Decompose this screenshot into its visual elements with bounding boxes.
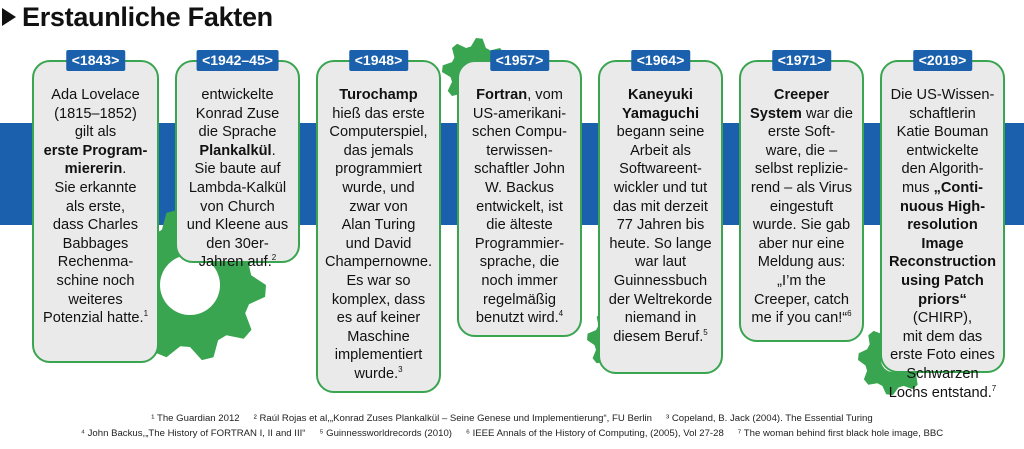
card-text: Creeper System war die erste Soft- ware, die – selbst replizie- rend – als Virus eingestuft wurde. Sie gab aber nur eine Meldung aus: „I’m the Creeper, catch me if you can!“$^6$ bbox=[749, 87, 854, 327]
year-badge: <1957> bbox=[490, 50, 550, 71]
footnotes-row-1 bbox=[0, 413, 1024, 425]
card-text: Turochamp hieß das erste Computerspiel, das jemals programmiert wurde, und zwar von Alan Turing und David Champernowne. Es war so komplex, dass es auf keiner Maschine implementiert wurde.$^3$ bbox=[324, 87, 433, 382]
year-badge: <2019> bbox=[913, 50, 973, 71]
card-text: entwickelte Konrad Zuse die Sprache Plankalkül. Sie baute auf Lambda-Kalkül von Church und Kleene aus den 30er- Jahren auf.$^2$ bbox=[186, 87, 289, 271]
footnote: ⁵ Guinnessworldrecords (2010) bbox=[319, 428, 452, 439]
footnote: ⁶ IEEE Annals of the History of Computing, (2005), Vol 27-28 bbox=[465, 428, 724, 439]
card-text: Die US-Wissen- schaftlerin Katie Bouman entwickelte den Algorith- mus „Conti- nuous High- resolution Image Reconstruction using Patch priors“ (CHIRP), mit dem das erste Foto eines Schwarzen Lochs entstand.$^7$ bbox=[888, 87, 997, 401]
footnote: ⁴ John Backus,„The History of FORTRAN I, II and III“ bbox=[80, 428, 306, 439]
footnote: ⁷ The woman behind first black hole image, BBC bbox=[737, 428, 944, 439]
page-title: Erstaunliche Fakten bbox=[22, 1, 273, 32]
year-badge: <1948> bbox=[349, 50, 409, 71]
footnote: ² Raúl Rojas et al,„Konrad Zuses Plankalkül – Seine Genese und Implementierung“, FU Berlin bbox=[253, 413, 652, 424]
year-badge: <1843> bbox=[66, 50, 126, 71]
card-text: Ada Lovelace (1815–1852) gilt als erste Program- miererin. Sie erkannte als erste, dass Charles Babbages Rechenma- schine noch weiteres Potenzial hatte.$^1$ bbox=[42, 87, 149, 327]
timeline-card bbox=[598, 52, 723, 374]
card-text: Fortran, vom US-amerikani- schen Compu- terwissen- schaftler John W. Backus entwickelt, ist die älteste Programmier- sprache, die noch immer regelmäßig benutzt wird.$^4$ bbox=[472, 87, 567, 327]
card-text: Kaneyuki Yamaguchi begann seine Arbeit als Softwareent- wickler und tut das mit derzeit 77 Jahren bis heute. So lange war laut Guinnessbuch der Weltrekorde niemand in diesem Beruf.$^5$ bbox=[608, 87, 713, 345]
timeline-card bbox=[32, 52, 159, 363]
timeline-card bbox=[739, 52, 864, 342]
year-badge: <1964> bbox=[631, 50, 691, 71]
footnotes-row-2 bbox=[0, 428, 1024, 440]
year-badge: <1971> bbox=[772, 50, 832, 71]
year-badge: <1942–45> bbox=[196, 50, 279, 71]
timeline-card bbox=[175, 52, 300, 271]
timeline-card bbox=[457, 52, 582, 337]
timeline-card bbox=[316, 52, 441, 393]
footnote: ³ Copeland, B. Jack (2004). The Essential Turing bbox=[665, 413, 873, 424]
timeline-card bbox=[880, 52, 1005, 401]
footnote: ¹ The Guardian 2012 bbox=[151, 413, 240, 424]
